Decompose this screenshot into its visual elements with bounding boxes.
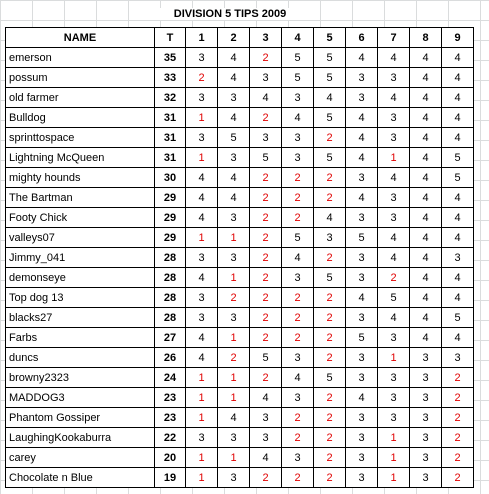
- round-7-score-cell[interactable]: 3: [378, 388, 410, 408]
- round-1-score-cell[interactable]: 4: [186, 268, 218, 288]
- total-cell[interactable]: 28: [155, 248, 186, 268]
- round-2-score-cell[interactable]: 5: [218, 128, 250, 148]
- round-7-score-cell[interactable]: 1: [378, 428, 410, 448]
- round-8-score-cell[interactable]: 4: [410, 128, 442, 148]
- round-7-score-cell[interactable]: 3: [378, 108, 410, 128]
- round-9-score-cell[interactable]: 4: [442, 188, 474, 208]
- round-6-score-cell[interactable]: 5: [346, 228, 378, 248]
- round-4-score-cell[interactable]: 3: [282, 448, 314, 468]
- round-7-score-cell[interactable]: 3: [378, 188, 410, 208]
- tipster-name-cell[interactable]: valleys07: [6, 228, 155, 248]
- table-row: [6, 208, 474, 228]
- round-7-score-cell[interactable]: 1: [378, 468, 410, 488]
- round-3-score-cell[interactable]: 4: [250, 388, 282, 408]
- round-5-score-cell[interactable]: 2: [314, 288, 346, 308]
- round-3-score-cell[interactable]: 2: [250, 48, 282, 68]
- column-header-round-2[interactable]: 2: [218, 28, 250, 48]
- table-row: [6, 68, 474, 88]
- round-1-score-cell[interactable]: 4: [186, 188, 218, 208]
- round-3-score-cell[interactable]: 3: [250, 428, 282, 448]
- round-7-score-cell[interactable]: 1: [378, 148, 410, 168]
- round-4-score-cell[interactable]: 2: [282, 328, 314, 348]
- round-3-score-cell[interactable]: 2: [250, 468, 282, 488]
- round-1-score-cell[interactable]: 1: [186, 108, 218, 128]
- round-5-score-cell[interactable]: 3: [314, 228, 346, 248]
- round-2-score-cell[interactable]: 1: [218, 368, 250, 388]
- total-cell[interactable]: 28: [155, 288, 186, 308]
- column-header-total[interactable]: T: [155, 28, 186, 48]
- round-2-score-cell[interactable]: 1: [218, 328, 250, 348]
- tipster-name-cell[interactable]: demonseye: [6, 268, 155, 288]
- total-cell[interactable]: 27: [155, 328, 186, 348]
- round-4-score-cell[interactable]: 5: [282, 48, 314, 68]
- round-7-score-cell[interactable]: 4: [378, 48, 410, 68]
- round-5-score-cell[interactable]: 2: [314, 168, 346, 188]
- tips-body: [6, 48, 474, 488]
- round-5-score-cell[interactable]: 2: [314, 428, 346, 448]
- total-cell[interactable]: 20: [155, 448, 186, 468]
- round-3-score-cell[interactable]: 4: [250, 448, 282, 468]
- table-row: [6, 148, 474, 168]
- table-row: [6, 408, 474, 428]
- round-2-score-cell[interactable]: 4: [218, 168, 250, 188]
- round-2-score-cell[interactable]: 3: [218, 308, 250, 328]
- round-3-score-cell[interactable]: 4: [250, 88, 282, 108]
- round-8-score-cell[interactable]: 4: [410, 308, 442, 328]
- table-row: [6, 428, 474, 448]
- round-4-score-cell[interactable]: 2: [282, 308, 314, 328]
- table-row: [6, 368, 474, 388]
- round-8-score-cell[interactable]: 4: [410, 108, 442, 128]
- round-4-score-cell[interactable]: 5: [282, 228, 314, 248]
- round-2-score-cell[interactable]: 1: [218, 388, 250, 408]
- round-1-score-cell[interactable]: 1: [186, 228, 218, 248]
- round-6-score-cell[interactable]: 4: [346, 188, 378, 208]
- round-4-score-cell[interactable]: 2: [282, 288, 314, 308]
- round-5-score-cell[interactable]: 2: [314, 188, 346, 208]
- round-6-score-cell[interactable]: 4: [346, 288, 378, 308]
- round-5-score-cell[interactable]: 2: [314, 308, 346, 328]
- sheet-title: DIVISION 5 TIPS 2009: [140, 8, 320, 20]
- tipster-name-cell[interactable]: Chocolate n Blue: [6, 468, 155, 488]
- round-2-score-cell[interactable]: 3: [218, 88, 250, 108]
- round-4-score-cell[interactable]: 2: [282, 168, 314, 188]
- round-2-score-cell[interactable]: 3: [218, 428, 250, 448]
- round-7-score-cell[interactable]: 4: [378, 88, 410, 108]
- round-5-score-cell[interactable]: 2: [314, 408, 346, 428]
- column-header-round-8[interactable]: 8: [410, 28, 442, 48]
- round-1-score-cell[interactable]: 1: [186, 468, 218, 488]
- round-9-score-cell[interactable]: 2: [442, 428, 474, 448]
- table-row: [6, 188, 474, 208]
- round-6-score-cell[interactable]: 3: [346, 348, 378, 368]
- round-9-score-cell[interactable]: 5: [442, 148, 474, 168]
- round-4-score-cell[interactable]: 3: [282, 268, 314, 288]
- round-1-score-cell[interactable]: 1: [186, 368, 218, 388]
- round-8-score-cell[interactable]: 4: [410, 328, 442, 348]
- round-7-score-cell[interactable]: 2: [378, 268, 410, 288]
- round-2-score-cell[interactable]: 3: [218, 208, 250, 228]
- tipster-name-cell[interactable]: carey: [6, 448, 155, 468]
- round-4-score-cell[interactable]: 2: [282, 408, 314, 428]
- round-9-score-cell[interactable]: 3: [442, 248, 474, 268]
- round-5-score-cell[interactable]: 2: [314, 328, 346, 348]
- round-1-score-cell[interactable]: 1: [186, 148, 218, 168]
- total-cell[interactable]: 19: [155, 468, 186, 488]
- round-8-score-cell[interactable]: 3: [410, 428, 442, 448]
- round-2-score-cell[interactable]: 3: [218, 468, 250, 488]
- total-cell[interactable]: 35: [155, 48, 186, 68]
- round-3-score-cell[interactable]: 2: [250, 248, 282, 268]
- round-5-score-cell[interactable]: 2: [314, 468, 346, 488]
- round-8-score-cell[interactable]: 4: [410, 248, 442, 268]
- round-6-score-cell[interactable]: 3: [346, 268, 378, 288]
- round-7-score-cell[interactable]: 3: [378, 208, 410, 228]
- tipster-name-cell[interactable]: LaughingKookaburra: [6, 428, 155, 448]
- round-4-score-cell[interactable]: 3: [282, 128, 314, 148]
- round-3-score-cell[interactable]: 3: [250, 128, 282, 148]
- total-cell[interactable]: 29: [155, 228, 186, 248]
- round-6-score-cell[interactable]: 4: [346, 48, 378, 68]
- column-header-round-7[interactable]: 7: [378, 28, 410, 48]
- round-4-score-cell[interactable]: 2: [282, 428, 314, 448]
- column-header-round-6[interactable]: 6: [346, 28, 378, 48]
- round-8-score-cell[interactable]: 4: [410, 228, 442, 248]
- round-2-score-cell[interactable]: 3: [218, 148, 250, 168]
- round-9-score-cell[interactable]: 2: [442, 388, 474, 408]
- column-header-round-9[interactable]: 9: [442, 28, 474, 48]
- table-row: [6, 268, 474, 288]
- round-5-score-cell[interactable]: 4: [314, 88, 346, 108]
- round-5-score-cell[interactable]: 5: [314, 148, 346, 168]
- round-9-score-cell[interactable]: 3: [442, 348, 474, 368]
- round-2-score-cell[interactable]: 4: [218, 188, 250, 208]
- round-2-score-cell[interactable]: 4: [218, 68, 250, 88]
- round-3-score-cell[interactable]: 2: [250, 368, 282, 388]
- round-8-score-cell[interactable]: 3: [410, 368, 442, 388]
- round-5-score-cell[interactable]: 2: [314, 388, 346, 408]
- round-3-score-cell[interactable]: 5: [250, 148, 282, 168]
- round-9-score-cell[interactable]: 4: [442, 108, 474, 128]
- round-6-score-cell[interactable]: 3: [346, 88, 378, 108]
- total-cell[interactable]: 24: [155, 368, 186, 388]
- round-7-score-cell[interactable]: 4: [378, 228, 410, 248]
- round-9-score-cell[interactable]: 4: [442, 208, 474, 228]
- round-6-score-cell[interactable]: 3: [346, 428, 378, 448]
- round-7-score-cell[interactable]: 3: [378, 68, 410, 88]
- round-5-score-cell[interactable]: 2: [314, 248, 346, 268]
- table-row: [6, 328, 474, 348]
- round-9-score-cell[interactable]: 4: [442, 48, 474, 68]
- round-5-score-cell[interactable]: 5: [314, 48, 346, 68]
- table-row: [6, 128, 474, 148]
- tipster-name-cell[interactable]: Phantom Gossiper: [6, 408, 155, 428]
- round-1-score-cell[interactable]: 1: [186, 408, 218, 428]
- round-1-score-cell[interactable]: 1: [186, 388, 218, 408]
- round-3-score-cell[interactable]: 2: [250, 188, 282, 208]
- tipster-name-cell[interactable]: possum: [6, 68, 155, 88]
- round-3-score-cell[interactable]: 2: [250, 328, 282, 348]
- round-6-score-cell[interactable]: 3: [346, 408, 378, 428]
- round-6-score-cell[interactable]: 3: [346, 208, 378, 228]
- round-9-score-cell[interactable]: 4: [442, 228, 474, 248]
- total-cell[interactable]: 26: [155, 348, 186, 368]
- round-6-score-cell[interactable]: 4: [346, 108, 378, 128]
- round-9-score-cell[interactable]: 4: [442, 128, 474, 148]
- tipster-name-cell[interactable]: browny2323: [6, 368, 155, 388]
- round-1-score-cell[interactable]: 1: [186, 448, 218, 468]
- round-9-score-cell[interactable]: 4: [442, 268, 474, 288]
- total-cell[interactable]: 28: [155, 268, 186, 288]
- round-5-score-cell[interactable]: 4: [314, 208, 346, 228]
- round-2-score-cell[interactable]: 3: [218, 248, 250, 268]
- round-1-score-cell[interactable]: 4: [186, 168, 218, 188]
- round-8-score-cell[interactable]: 4: [410, 88, 442, 108]
- column-header-round-3[interactable]: 3: [250, 28, 282, 48]
- total-cell[interactable]: 32: [155, 88, 186, 108]
- round-1-score-cell[interactable]: 3: [186, 308, 218, 328]
- round-4-score-cell[interactable]: 3: [282, 88, 314, 108]
- round-8-score-cell[interactable]: 3: [410, 348, 442, 368]
- round-3-score-cell[interactable]: 2: [250, 288, 282, 308]
- round-2-score-cell[interactable]: 4: [218, 108, 250, 128]
- round-4-score-cell[interactable]: 3: [282, 148, 314, 168]
- total-cell[interactable]: 28: [155, 308, 186, 328]
- column-header-round-5[interactable]: 5: [314, 28, 346, 48]
- round-3-score-cell[interactable]: 2: [250, 208, 282, 228]
- round-1-score-cell[interactable]: 2: [186, 68, 218, 88]
- round-1-score-cell[interactable]: 4: [186, 208, 218, 228]
- tipster-name-cell[interactable]: Footy Chick: [6, 208, 155, 228]
- column-header-name[interactable]: NAME: [6, 28, 155, 48]
- round-2-score-cell[interactable]: 1: [218, 268, 250, 288]
- round-9-score-cell[interactable]: 4: [442, 288, 474, 308]
- round-6-score-cell[interactable]: 3: [346, 68, 378, 88]
- tipster-name-cell[interactable]: mighty hounds: [6, 168, 155, 188]
- round-8-score-cell[interactable]: 4: [410, 148, 442, 168]
- round-1-score-cell[interactable]: 3: [186, 88, 218, 108]
- round-4-score-cell[interactable]: 2: [282, 468, 314, 488]
- round-8-score-cell[interactable]: 4: [410, 208, 442, 228]
- round-9-score-cell[interactable]: 4: [442, 328, 474, 348]
- table-row: [6, 228, 474, 248]
- round-6-score-cell[interactable]: 3: [346, 248, 378, 268]
- round-6-score-cell[interactable]: 4: [346, 128, 378, 148]
- round-5-score-cell[interactable]: 5: [314, 268, 346, 288]
- round-5-score-cell[interactable]: 5: [314, 68, 346, 88]
- tipster-name-cell[interactable]: duncs: [6, 348, 155, 368]
- table-row: [6, 288, 474, 308]
- round-2-score-cell[interactable]: 4: [218, 408, 250, 428]
- tipster-name-cell[interactable]: emerson: [6, 48, 155, 68]
- round-8-score-cell[interactable]: 4: [410, 288, 442, 308]
- tipster-name-cell[interactable]: sprinttospace: [6, 128, 155, 148]
- round-1-score-cell[interactable]: 3: [186, 128, 218, 148]
- round-4-score-cell[interactable]: 4: [282, 368, 314, 388]
- tips-table: [5, 27, 474, 488]
- round-1-score-cell[interactable]: 3: [186, 288, 218, 308]
- round-5-score-cell[interactable]: 5: [314, 368, 346, 388]
- round-9-score-cell[interactable]: 4: [442, 88, 474, 108]
- header-row: [6, 28, 474, 48]
- round-3-score-cell[interactable]: 2: [250, 228, 282, 248]
- table-row: [6, 448, 474, 468]
- round-8-score-cell[interactable]: 4: [410, 48, 442, 68]
- round-8-score-cell[interactable]: 4: [410, 68, 442, 88]
- round-7-score-cell[interactable]: 3: [378, 368, 410, 388]
- tipster-name-cell[interactable]: blacks27: [6, 308, 155, 328]
- total-cell[interactable]: 23: [155, 388, 186, 408]
- table-row: [6, 388, 474, 408]
- round-8-score-cell[interactable]: 3: [410, 468, 442, 488]
- tipster-name-cell[interactable]: Farbs: [6, 328, 155, 348]
- round-1-score-cell[interactable]: 4: [186, 348, 218, 368]
- round-1-score-cell[interactable]: 3: [186, 428, 218, 448]
- round-4-score-cell[interactable]: 4: [282, 108, 314, 128]
- total-cell[interactable]: 31: [155, 108, 186, 128]
- tipster-name-cell[interactable]: MADDOG3: [6, 388, 155, 408]
- tipster-name-cell[interactable]: Bulldog: [6, 108, 155, 128]
- tipster-name-cell[interactable]: Jimmy_041: [6, 248, 155, 268]
- round-9-score-cell[interactable]: 2: [442, 368, 474, 388]
- total-cell[interactable]: 29: [155, 188, 186, 208]
- tipster-name-cell[interactable]: old farmer: [6, 88, 155, 108]
- table-row: [6, 308, 474, 328]
- round-4-score-cell[interactable]: 2: [282, 208, 314, 228]
- round-2-score-cell[interactable]: 2: [218, 288, 250, 308]
- round-5-score-cell[interactable]: 2: [314, 348, 346, 368]
- round-5-score-cell[interactable]: 2: [314, 448, 346, 468]
- round-7-score-cell[interactable]: 5: [378, 288, 410, 308]
- round-4-score-cell[interactable]: 5: [282, 68, 314, 88]
- round-3-score-cell[interactable]: 5: [250, 348, 282, 368]
- round-7-score-cell[interactable]: 4: [378, 168, 410, 188]
- round-9-score-cell[interactable]: 4: [442, 68, 474, 88]
- tipster-name-cell[interactable]: The Bartman: [6, 188, 155, 208]
- round-6-score-cell[interactable]: 3: [346, 368, 378, 388]
- round-7-score-cell[interactable]: 4: [378, 248, 410, 268]
- round-7-score-cell[interactable]: 3: [378, 328, 410, 348]
- table-row: [6, 48, 474, 68]
- column-header-round-1[interactable]: 1: [186, 28, 218, 48]
- round-4-score-cell[interactable]: 4: [282, 248, 314, 268]
- round-5-score-cell[interactable]: 2: [314, 128, 346, 148]
- table-row: [6, 248, 474, 268]
- round-8-score-cell[interactable]: 4: [410, 188, 442, 208]
- table-row: [6, 88, 474, 108]
- round-9-score-cell[interactable]: 2: [442, 468, 474, 488]
- round-4-score-cell[interactable]: 3: [282, 388, 314, 408]
- round-9-score-cell[interactable]: 2: [442, 408, 474, 428]
- round-7-score-cell[interactable]: 1: [378, 348, 410, 368]
- round-6-score-cell[interactable]: 5: [346, 328, 378, 348]
- round-9-score-cell[interactable]: 2: [442, 448, 474, 468]
- round-6-score-cell[interactable]: 3: [346, 308, 378, 328]
- round-4-score-cell[interactable]: 3: [282, 348, 314, 368]
- round-2-score-cell[interactable]: 1: [218, 228, 250, 248]
- round-3-score-cell[interactable]: 3: [250, 408, 282, 428]
- table-row: [6, 348, 474, 368]
- round-3-score-cell[interactable]: 2: [250, 168, 282, 188]
- total-cell[interactable]: 22: [155, 428, 186, 448]
- total-cell[interactable]: 29: [155, 208, 186, 228]
- round-6-score-cell[interactable]: 3: [346, 448, 378, 468]
- round-6-score-cell[interactable]: 4: [346, 388, 378, 408]
- round-3-score-cell[interactable]: 2: [250, 308, 282, 328]
- round-4-score-cell[interactable]: 2: [282, 188, 314, 208]
- round-8-score-cell[interactable]: 3: [410, 448, 442, 468]
- table-row: [6, 108, 474, 128]
- table-row: [6, 468, 474, 488]
- round-7-score-cell[interactable]: 3: [378, 408, 410, 428]
- tipster-name-cell[interactable]: Lightning McQueen: [6, 148, 155, 168]
- total-cell[interactable]: 31: [155, 148, 186, 168]
- round-8-score-cell[interactable]: 3: [410, 408, 442, 428]
- round-6-score-cell[interactable]: 3: [346, 168, 378, 188]
- round-3-score-cell[interactable]: 3: [250, 68, 282, 88]
- round-7-score-cell[interactable]: 1: [378, 448, 410, 468]
- total-cell[interactable]: 30: [155, 168, 186, 188]
- round-1-score-cell[interactable]: 3: [186, 48, 218, 68]
- total-cell[interactable]: 31: [155, 128, 186, 148]
- round-1-score-cell[interactable]: 3: [186, 248, 218, 268]
- round-6-score-cell[interactable]: 3: [346, 468, 378, 488]
- round-1-score-cell[interactable]: 4: [186, 328, 218, 348]
- round-8-score-cell[interactable]: 4: [410, 168, 442, 188]
- round-9-score-cell[interactable]: 5: [442, 168, 474, 188]
- total-cell[interactable]: 23: [155, 408, 186, 428]
- round-7-score-cell[interactable]: 3: [378, 128, 410, 148]
- round-8-score-cell[interactable]: 4: [410, 268, 442, 288]
- round-6-score-cell[interactable]: 4: [346, 148, 378, 168]
- round-8-score-cell[interactable]: 3: [410, 388, 442, 408]
- round-2-score-cell[interactable]: 1: [218, 448, 250, 468]
- round-7-score-cell[interactable]: 4: [378, 308, 410, 328]
- round-2-score-cell[interactable]: 2: [218, 348, 250, 368]
- round-3-score-cell[interactable]: 2: [250, 268, 282, 288]
- total-cell[interactable]: 33: [155, 68, 186, 88]
- round-3-score-cell[interactable]: 2: [250, 108, 282, 128]
- round-9-score-cell[interactable]: 5: [442, 308, 474, 328]
- round-2-score-cell[interactable]: 4: [218, 48, 250, 68]
- column-header-round-4[interactable]: 4: [282, 28, 314, 48]
- table-row: [6, 168, 474, 188]
- tipster-name-cell[interactable]: Top dog 13: [6, 288, 155, 308]
- round-5-score-cell[interactable]: 5: [314, 108, 346, 128]
